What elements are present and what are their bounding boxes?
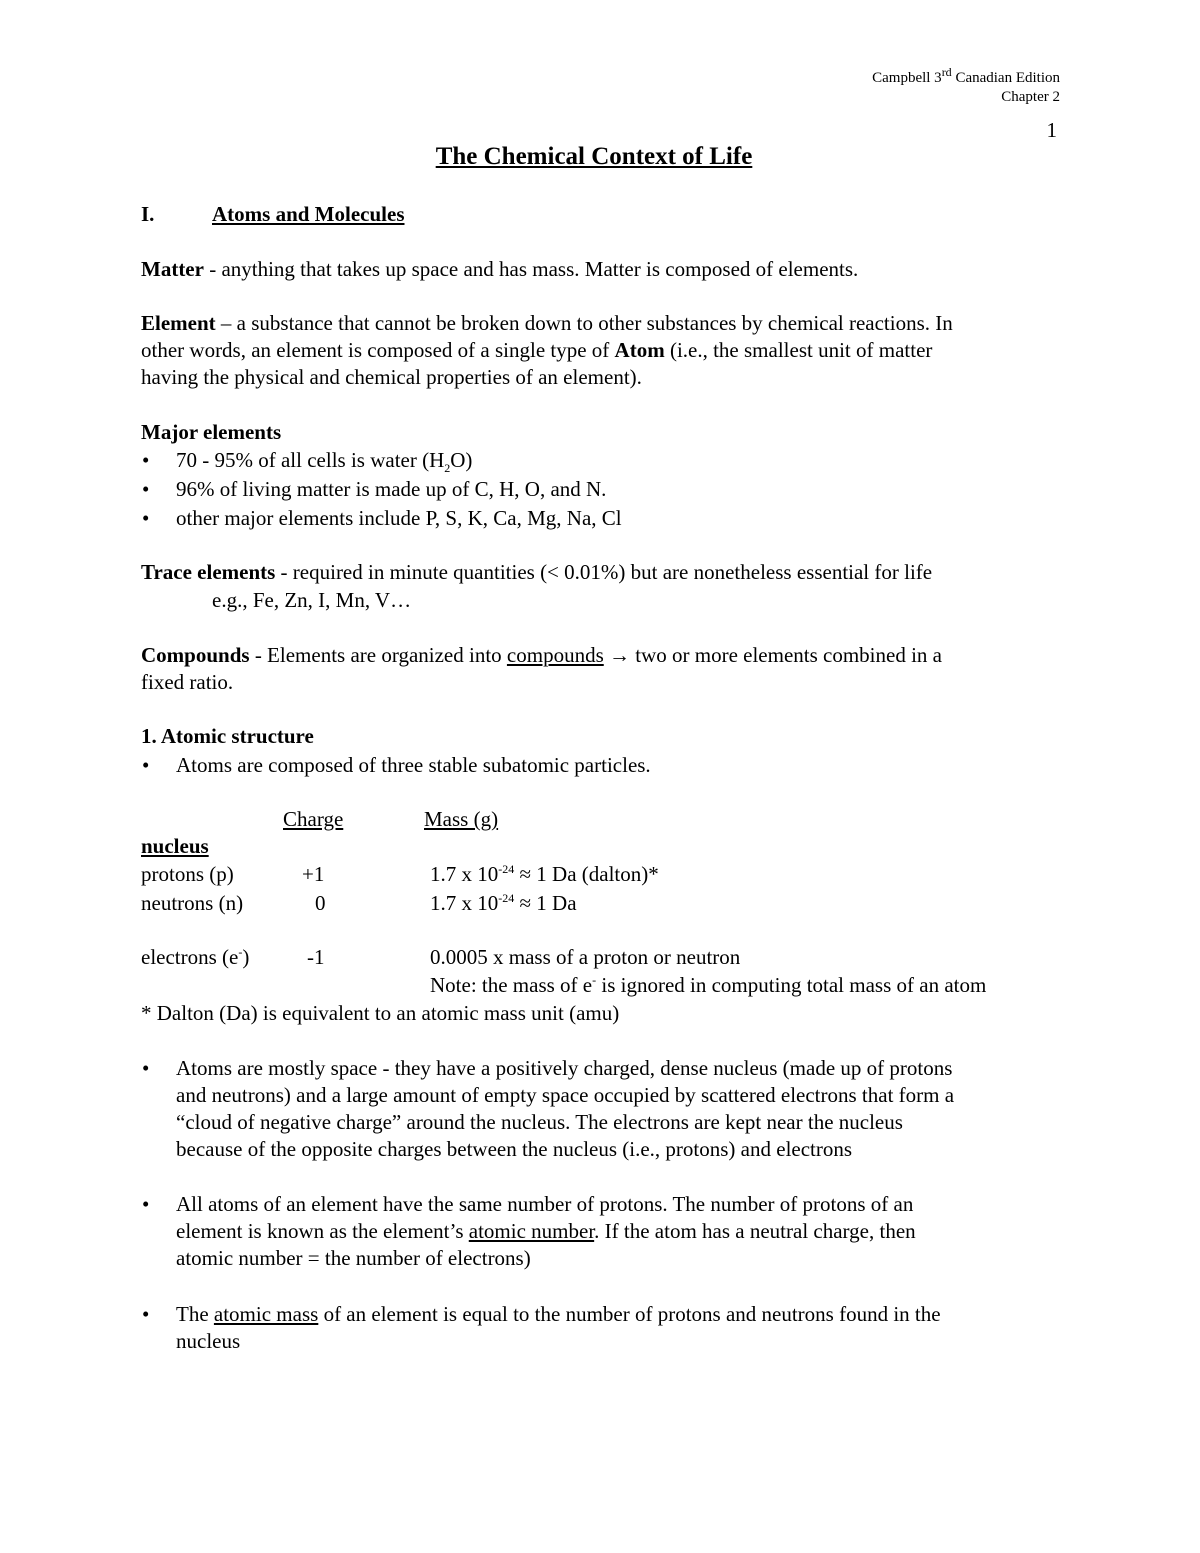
atomic-structure-heading: 1. Atomic structure [141,724,314,748]
page-number: 1 [1046,118,1057,142]
point-2-line-2: element is known as the element’s atomic number. If the atom has a neutral charge, then [176,1219,916,1243]
point-3-line-2: nucleus [176,1329,241,1353]
bullet-icon: • [142,753,150,777]
point-3-line-1: The atomic mass of an element is equal to the number of protons and neutrons found in the [176,1302,941,1326]
neutrons-mass: 1.7 x $10^{-24} \approx 1$ Da [430,891,577,915]
trace-examples: e.g., Fe, Zn, I, Mn, V… [212,588,412,612]
page-title: The Chemical Context of Life [435,143,753,170]
section-heading: Atoms and Molecules [212,202,405,226]
compounds-definition: Compounds - Elements are organized into compounds → two or more elements combined in a [141,643,942,667]
header-book: Campbell 3rd Canadian Edition [872,65,1060,86]
section-numeral: I. [141,202,155,226]
protons-label: protons (p) [141,862,234,886]
bullet-icon: • [142,1056,150,1080]
matter-definition: Matter - anything that takes up space and has mass. Matter is composed of elements. [141,257,859,281]
element-definition-line3: having the physical and chemical properties of an element). [141,365,642,389]
bullet-icon: • [142,1192,150,1216]
atomic-bullet-1: Atoms are composed of three stable subatomic particles. [176,753,651,777]
electrons-mass: 0.0005 x mass of a proton or neutron [430,945,741,969]
compounds-definition-line2: fixed ratio. [141,670,234,694]
column-mass: Mass (g) [424,807,499,831]
point-1-line-2: and neutrons) and a large amount of empty space occupied by scattered electrons that form a [176,1083,955,1107]
bullet-icon: • [142,1302,150,1326]
bullet-icon: • [142,448,150,472]
nucleus-label: nucleus [141,834,209,858]
neutrons-label: neutrons (n) [141,891,244,915]
protons-mass: 1.7 x $10^{-24} \approx 1$ Da (dalton)* [430,862,659,886]
column-charge: Charge [283,807,344,831]
major-bullet-1: 70 - 95% of all cells is water $(H_2O)$ [176,448,473,476]
protons-charge: +1 [302,862,325,886]
header-chapter: Chapter 2 [1001,89,1060,105]
bullet-icon: • [142,506,150,530]
point-1-line-1: Atoms are mostly space - they have a positively charged, dense nucleus (made up of protons [176,1056,953,1080]
neutrons-charge: 0 [315,891,326,915]
point-1-line-3: “cloud of negative charge” around the nucleus. The electrons are kept near the nucleus [176,1110,903,1134]
point-1-line-4: because of the opposite charges between the nucleus (i.e., protons) and electrons [176,1137,853,1161]
element-definition-line2: other words, an element is composed of a single type of Atom (i.e., the smallest unit of matter [141,338,933,362]
dalton-footnote: * Dalton (Da) is equivalent to an atomic mass unit (amu) [141,1001,620,1025]
electron-mass-note: Note: the mass of e- is ignored in computing total mass of an atom [430,973,987,997]
electrons-label: electrons (e-) [141,945,250,969]
electrons-charge: -1 [307,945,325,969]
major-bullet-3: other major elements include P, S, K, Ca, Mg, Na, Cl [176,506,622,530]
bullet-icon: • [142,477,150,501]
element-definition-line1: Element – a substance that cannot be broken down to other substances by chemical reactions. In [141,311,953,335]
point-2-line-3: atomic number = the number of electrons) [176,1246,531,1270]
trace-definition: Trace elements - required in minute quantities (< 0.01%) but are nonetheless essential for life [141,560,933,584]
major-elements-heading: Major elements [141,420,282,444]
major-bullet-2: 96% of living matter is made up of C, H, O, and N. [176,477,607,501]
point-2-line-1: All atoms of an element have the same number of protons. The number of protons of an [176,1192,914,1216]
